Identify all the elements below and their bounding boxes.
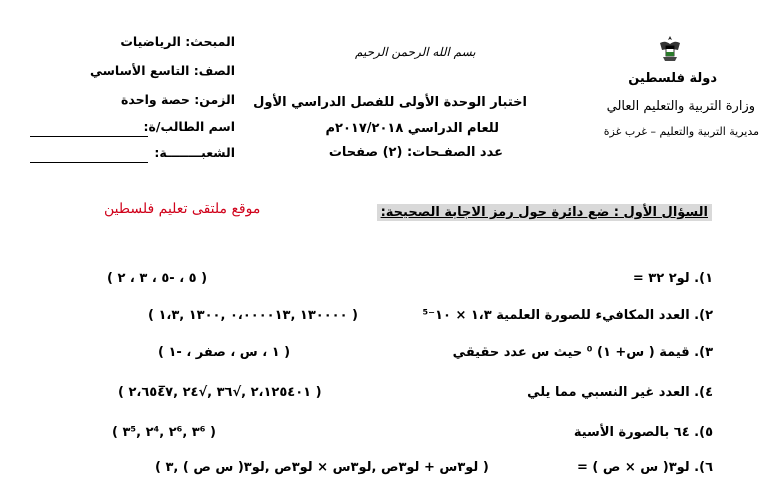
ministry-name: وزارة التربية والتعليم العالي [606,99,755,114]
directorate-name: مديرية التربية والتعليم – غرب غزة [603,125,759,138]
exam-title: اختبار الوحدة الأولى للفصل الدراسي الأول [253,95,527,110]
palestine-emblem-icon [657,34,683,64]
academic-year: للعام الدراسي ٢٠١٧/٢٠١٨م [325,121,499,136]
question-1-prompt: ١). لو٢ ٣٢ = [632,271,713,286]
question-4-prompt: ٤). العدد غير النسبي مما يلي [527,385,713,400]
section-title: السؤال الأول : ضع دائرة حول رمز الاجابة الصحيحة: [377,204,712,221]
student-name-label: اسم الطالب/ة: [143,119,235,134]
basmala: بسم الله الرحمن الرحيم [355,45,476,59]
question-3-prompt: ٣). قيمة ( س+ ١) ⁰ حيث س عدد حقيقي [452,345,713,360]
pages-count: عدد الصفـحات: (٢) صفحات [328,145,503,160]
site-name: موقع ملتقى تعليم فلسطين [104,201,261,217]
question-6-options[interactable]: ( لو٣س + لو٣ص ,لو٣س × لو٣ص ,لو٣( س ص ) ,٣ ) [155,460,489,475]
country-name: دولة فلسطين [628,71,717,86]
subject-label: المبحث: الرياضيات [120,34,235,49]
section-label: الشعبــــــــة: [154,145,235,160]
student-name-field[interactable] [30,121,148,137]
section-field[interactable] [30,147,148,163]
question-4-options[interactable]: ( ٢،١٢٥٤٠١ ,√٣٦ ,√٢٤ ,٢،٦٥٤̅٧ ) [118,385,322,400]
question-6-prompt: ٦). لو٣( س × ص ) = [576,460,713,475]
question-2-prompt: ٢). العدد المكافيء للصورة العلمية ١،٣ × ١٠⁻⁵ [422,308,713,323]
question-3-options[interactable]: ( ١ ، س ، صفر ، -١ ) [158,345,291,360]
grade-label: الصف: التاسع الأساسي [89,63,235,78]
time-label: الزمن: حصة واحدة [120,92,235,107]
question-2-options[interactable]: ( ١٣٠٠٠٠ ,٠،٠٠٠٠١٣ ,١٣٠٠ ,١،٣ ) [148,308,358,323]
question-5-options[interactable]: ( ٣⁶ ,٢⁶ ,٢⁴ ,٣⁵ ) [112,425,216,440]
question-1-options[interactable]: ( ٥ ، -٥ ، ٣ ، ٢ ) [107,271,208,286]
question-5-prompt: ٥). ٦٤ بالصورة الأسية [573,425,713,440]
